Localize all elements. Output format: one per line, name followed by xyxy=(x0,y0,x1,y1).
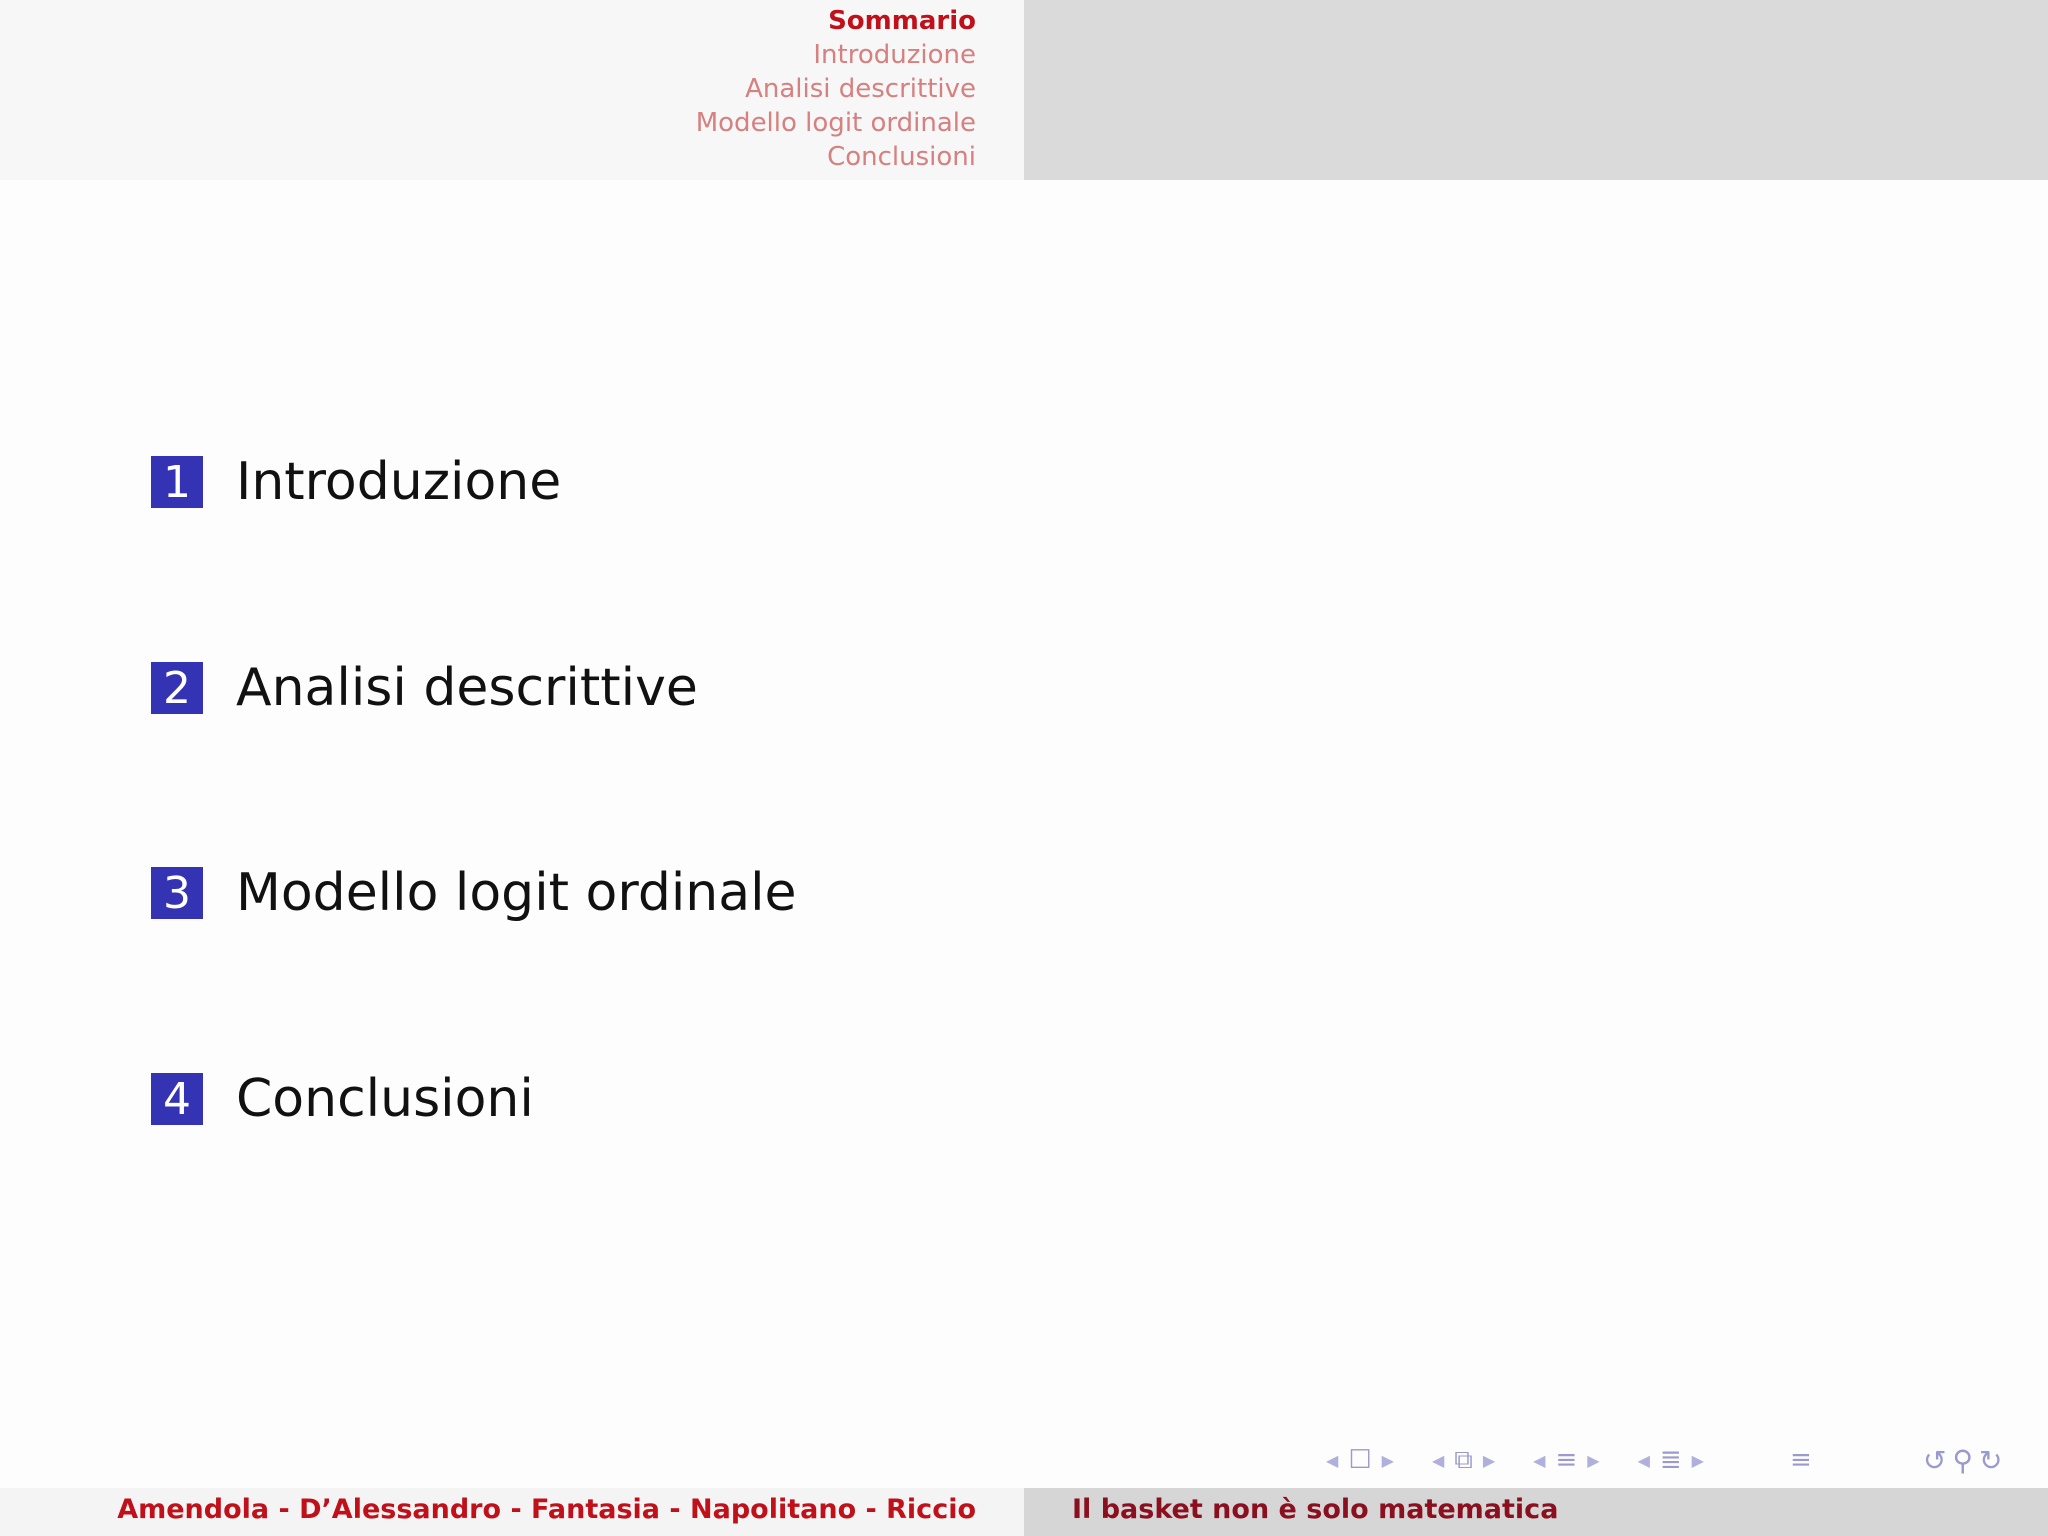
footer-authors: Amendola - D’Alessandro - Fantasia - Napolitano - Riccio xyxy=(117,1494,976,1525)
footer-presentation-title: Il basket non è solo matematica xyxy=(1072,1494,1559,1525)
section-icon[interactable]: ≡ xyxy=(1555,1445,1578,1475)
slide-content xyxy=(0,180,2048,1488)
toc-label: Analisi descrittive xyxy=(236,658,698,718)
toc-number-badge: 2 xyxy=(151,662,203,714)
part-nav-group xyxy=(1632,1445,1710,1475)
toc-number-badge: 3 xyxy=(151,867,203,919)
header-right-panel xyxy=(1024,0,2048,180)
toc-label: Modello logit ordinale xyxy=(236,863,797,923)
document-nav-group xyxy=(1736,1445,1816,1475)
nav-item-modello-logit-ordinale[interactable]: Modello logit ordinale xyxy=(695,108,976,138)
nav-item-introduzione[interactable]: Introduzione xyxy=(813,40,976,70)
search-icon[interactable]: ⚲ xyxy=(1952,1443,1973,1477)
section-icon[interactable]: ≣ xyxy=(1659,1445,1682,1475)
beamer-tools xyxy=(1920,1440,2005,1480)
arrow-right-icon[interactable]: ▶ xyxy=(1587,1450,1600,1470)
toc-number-badge: 4 xyxy=(151,1073,203,1125)
frame-nav-group xyxy=(1320,1445,1400,1475)
toc-number-badge: 1 xyxy=(151,456,203,508)
subsection-icon[interactable]: ⧉ xyxy=(1454,1444,1473,1475)
arrow-left-icon[interactable]: ◀ xyxy=(1431,1450,1445,1470)
undo-icon[interactable]: ↺ xyxy=(1923,1443,1947,1477)
arrow-left-icon[interactable]: ◀ xyxy=(1533,1450,1546,1470)
toc-item-modello-logit-ordinale[interactable] xyxy=(151,863,797,923)
toc-item-conclusioni[interactable] xyxy=(151,1069,534,1129)
nav-item-conclusioni[interactable]: Conclusioni xyxy=(827,142,976,172)
arrow-right-icon[interactable]: ▶ xyxy=(1381,1450,1394,1470)
section-nav-group xyxy=(1527,1445,1605,1475)
arrow-right-icon[interactable]: ▶ xyxy=(1482,1450,1496,1470)
toc-label: Conclusioni xyxy=(236,1069,534,1129)
arrow-left-icon[interactable]: ◀ xyxy=(1326,1450,1339,1470)
nav-item-sommario[interactable]: Sommario xyxy=(828,6,976,36)
arrow-right-icon[interactable]: ▶ xyxy=(1691,1450,1704,1470)
section-navigation xyxy=(696,4,976,174)
nav-item-analisi-descrittive[interactable]: Analisi descrittive xyxy=(745,74,976,104)
beamer-navigation-bar xyxy=(1320,1440,1842,1480)
toc-label: Introduzione xyxy=(236,452,562,512)
arrow-left-icon[interactable]: ◀ xyxy=(1637,1450,1650,1470)
toc-item-introduzione[interactable] xyxy=(151,452,561,512)
toc-item-analisi-descrittive[interactable] xyxy=(151,658,698,718)
redo-icon[interactable]: ↻ xyxy=(1978,1443,2003,1477)
frame-icon[interactable]: ☐ xyxy=(1348,1445,1372,1475)
subsection-nav-group xyxy=(1426,1445,1501,1476)
document-icon[interactable]: ≡ xyxy=(1789,1445,1812,1475)
